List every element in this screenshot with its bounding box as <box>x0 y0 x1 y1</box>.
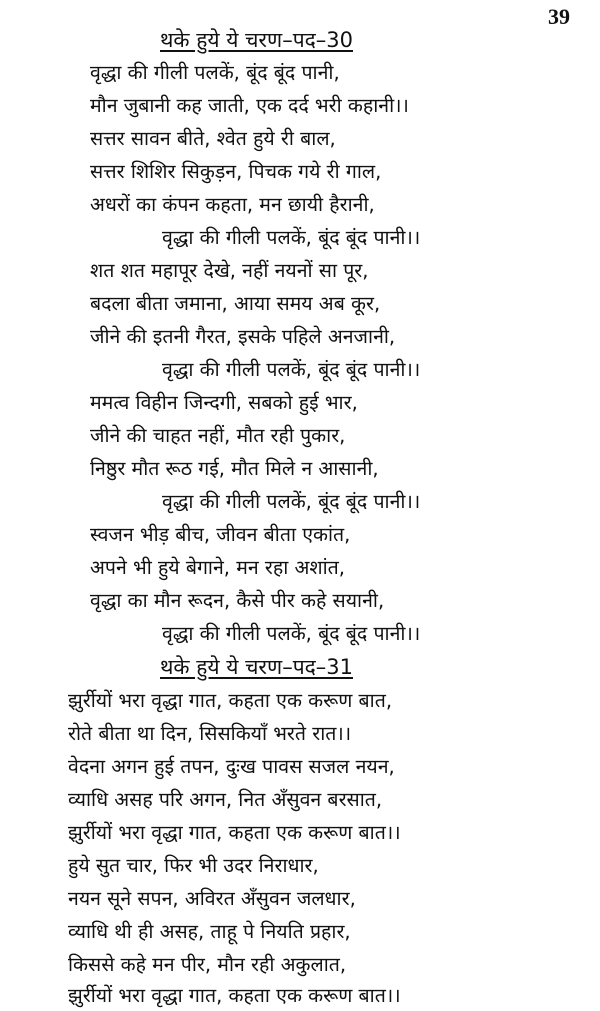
verse-line: वृद्धा का मौन रूदन, कैसे पीर कहे सयानी, <box>90 589 385 612</box>
verse-line: जीने की इतनी गैरत, इसके पहिले अनजानी, <box>90 325 396 348</box>
poem-heading: थके हुये ये चरण–पद–31 <box>160 655 353 679</box>
refrain-line: झुर्रीयों भरा वृद्धा गात, कहता एक करूण बात।। <box>68 984 401 1007</box>
refrain-line: वृद्धा की गीली पलकें, बूंद बूंद पानी।। <box>162 226 421 249</box>
verse-line: नयन सूने सपन, अविरत अँसुवन जलधार, <box>68 887 356 910</box>
verse-line: झुर्रीयों भरा वृद्धा गात, कहता एक करूण बात, <box>68 689 393 712</box>
verse-line: मौन जुबानी कह जाती, एक दर्द भरी कहानी।। <box>90 94 409 117</box>
verse-line: सत्तर शिशिर सिकुड़न, पिचक गये री गाल, <box>90 160 382 183</box>
verse-line: सत्तर सावन बीते, श्वेत हुये री बाल, <box>90 127 336 150</box>
refrain-line: वृद्धा की गीली पलकें, बूंद बूंद पानी।। <box>162 490 421 513</box>
verse-line: वृद्धा की गीली पलकें, बूंद बूंद पानी, <box>90 61 340 84</box>
verse-line: रोते बीता था दिन, सिसकियाँ भरते रात।। <box>68 722 352 745</box>
verse-line: जीने की चाहत नहीं, मौत रही पुकार, <box>90 424 346 447</box>
verse-line: व्याधि थी ही असह, ताहू पे नियति प्रहार, <box>68 920 351 943</box>
refrain-line: वृद्धा की गीली पलकें, बूंद बूंद पानी।। <box>162 358 421 381</box>
verse-line: स्वजन भीड़ बीच, जीवन बीता एकांत, <box>90 523 351 546</box>
refrain-line: झुर्रीयों भरा वृद्धा गात, कहता एक करूण बात।। <box>68 821 401 844</box>
verse-line: ममत्व विहीन जिन्दगी, सबको हुई भार, <box>90 391 358 414</box>
verse-line: अपने भी हुये बेगाने, मन रहा अशांत, <box>90 556 345 579</box>
verse-line: शत शत महापूर देखे, नहीं नयनों सा पूर, <box>90 259 369 282</box>
refrain-line: वृद्धा की गीली पलकें, बूंद बूंद पानी।। <box>162 622 421 645</box>
verse-line: किससे कहे मन पीर, मौन रही अकुलात, <box>68 953 347 976</box>
page-number: 39 <box>548 4 570 29</box>
verse-line: बदला बीता जमाना, आया समय अब कूर, <box>90 292 381 315</box>
verse-line: हुये सुत चार, फिर भी उदर निराधार, <box>68 854 319 877</box>
verse-line: वेदना अगन हुई तपन, दुःख पावस सजल नयन, <box>68 755 395 778</box>
poem-heading: थके हुये ये चरण–पद–30 <box>160 28 353 52</box>
verse-line: अधरों का कंपन कहता, मन छायी हैरानी, <box>90 193 375 216</box>
verse-line: निष्ठुर मौत रूठ गई, मौत मिले न आसानी, <box>90 457 379 480</box>
verse-line: व्याधि असह परि अगन, नित अँसुवन बरसात, <box>68 788 383 811</box>
